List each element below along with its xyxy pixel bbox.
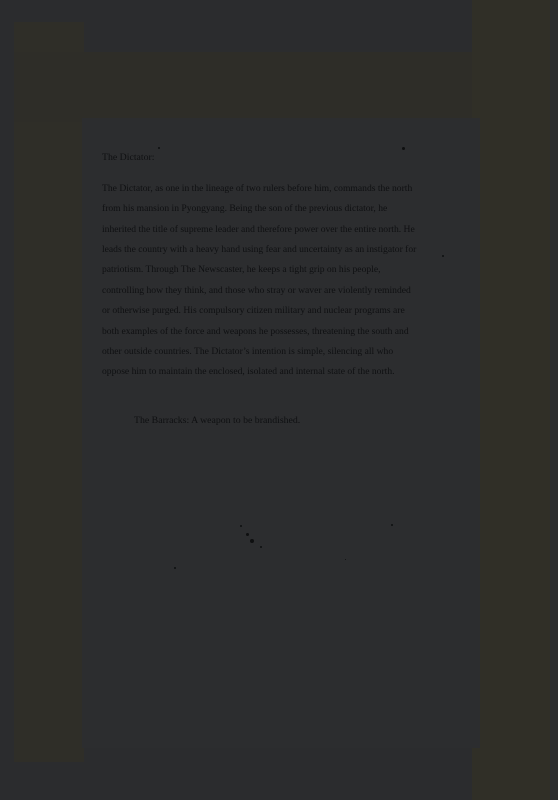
- ink-speck: [391, 524, 393, 526]
- background-band-left: [14, 22, 84, 762]
- ink-speck: [260, 546, 262, 548]
- ink-speck: [246, 533, 249, 536]
- ink-speck: [402, 147, 405, 150]
- ink-speck: [174, 567, 176, 569]
- background-band-top: [14, 52, 550, 122]
- ink-speck: [442, 255, 444, 257]
- document-body-paragraph: The Dictator, as one in the lineage of two rulers before him, commands the north from his mansion in Pyongyang. Being the son of the previous dictator, he inherited the title of supreme leader and therefore power over the entire north. He leads the country with a heavy hand using fear and uncertainty as an instigator for patriotism. Through The Newscaster, he keeps a tight grip on his people, controlling how they think, and those who stray or waver are violently reminded or otherwise purged. His compulsory citizen military and nuclear programs are both examples of the force and weapons he possesses, threatening the south and other outside countries. The Dictator’s intention is simple, silencing all who oppose him to maintain the enclosed, isolated and internal state of the north.: [102, 182, 417, 378]
- document-text: [102, 152, 422, 383]
- document-tagline: The Barracks: A weapon to be brandished.: [134, 415, 301, 426]
- ink-speck: [158, 147, 160, 149]
- ink-speck: [250, 539, 254, 543]
- ink-speck: [240, 525, 242, 527]
- background-band-right: [472, 0, 550, 800]
- document-heading: The Dictator:: [102, 152, 155, 163]
- ink-speck: [345, 559, 346, 560]
